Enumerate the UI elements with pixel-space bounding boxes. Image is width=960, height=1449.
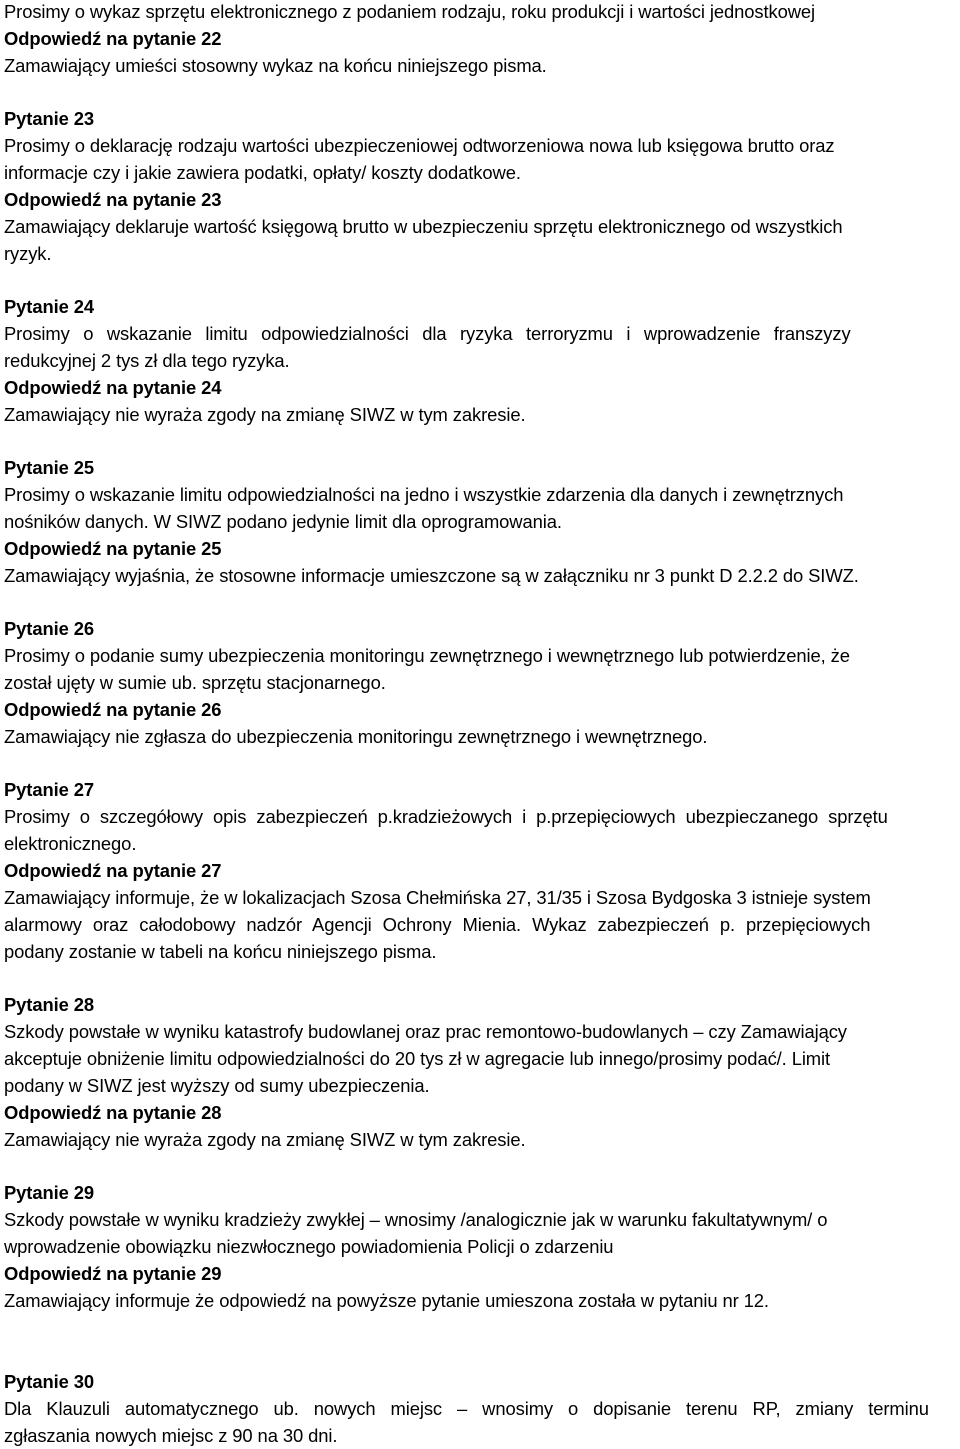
answer-23-heading: Odpowiedź na pytanie 23 xyxy=(4,189,222,210)
answer-24-heading: Odpowiedź na pytanie 24 xyxy=(4,377,222,398)
answer-27-heading: Odpowiedź na pytanie 27 xyxy=(4,860,222,881)
question-28-line: akceptuje obniżenie limitu odpowiedzialności do 20 tys zł w agregacie lub innego/prosimy podać/. Limit xyxy=(4,1048,831,1069)
question-30-heading: Pytanie 30 xyxy=(4,1371,94,1392)
intro-block xyxy=(4,0,956,79)
answer-22-text: Zamawiający umieści stosowny wykaz na końcu niniejszego pisma. xyxy=(4,55,547,76)
question-25-heading: Pytanie 25 xyxy=(4,457,94,478)
question-29-line: wprowadzenie obowiązku niezwłocznego powiadomienia Policji o zdarzeniu xyxy=(4,1236,614,1257)
question-26-heading: Pytanie 26 xyxy=(4,618,94,639)
question-block-29 xyxy=(4,1179,956,1314)
question-block-27 xyxy=(4,776,956,965)
question-25-line: nośników danych. W SIWZ podano jedynie limit dla oprogramowania. xyxy=(4,511,562,532)
question-23-line: Prosimy o deklarację rodzaju wartości ubezpieczeniowej odtworzeniowa nowa lub księgowa brutto oraz xyxy=(4,135,835,156)
answer-22-heading: Odpowiedź na pytanie 22 xyxy=(4,28,222,49)
question-27-line: elektronicznego. xyxy=(4,833,137,854)
answer-24-line: Zamawiający nie wyraża zgody na zmianę SIWZ w tym zakresie. xyxy=(4,404,526,425)
question-block-28 xyxy=(4,991,956,1153)
answer-27-line: Zamawiający informuje, że w lokalizacjach Szosa Chełmińska 27, 31/35 i Szosa Bydgoska 3 istnieje system xyxy=(4,887,871,908)
answer-28-line: Zamawiający nie wyraża zgody na zmianę SIWZ w tym zakresie. xyxy=(4,1129,526,1150)
question-block-30 xyxy=(4,1368,956,1449)
question-27-heading: Pytanie 27 xyxy=(4,779,94,800)
question-block-26 xyxy=(4,615,956,750)
answer-25-line: Zamawiający wyjaśnia, że stosowne informacje umieszczone są w załączniku nr 3 punkt D 2.2.2 do SIWZ. xyxy=(4,565,859,586)
question-block-23 xyxy=(4,105,956,267)
question-26-line: Prosimy o podanie sumy ubezpieczenia monitoringu zewnętrznego i wewnętrznego lub potwierdzenie, że xyxy=(4,645,850,666)
question-block-24 xyxy=(4,293,956,428)
question-30-line: zgłaszania nowych miejsc z 90 na 30 dni. xyxy=(4,1425,338,1446)
question-29-heading: Pytanie 29 xyxy=(4,1182,94,1203)
question-30-line: Dla Klauzuli automatycznego ub. nowych miejsc – wnosimy o dopisanie terenu RP, zmiany terminu xyxy=(4,1398,929,1419)
question-27-line: Prosimy o szczegółowy opis zabezpieczeń p.kradzieżowych i p.przepięciowych ubezpieczanego sprzętu xyxy=(4,806,888,827)
document-page xyxy=(4,0,956,1449)
answer-23-line: Zamawiający deklaruje wartość księgową brutto w ubezpieczeniu sprzętu elektronicznego od wszystkich xyxy=(4,216,843,237)
question-29-line: Szkody powstałe w wyniku kradzieży zwykłej – wnosimy /analogicznie jak w warunku fakultatywnym/ o xyxy=(4,1209,828,1230)
question-24-line: Prosimy o wskazanie limitu odpowiedzialności dla ryzyka terroryzmu i wprowadzenie franszyzy xyxy=(4,323,851,344)
question-24-heading: Pytanie 24 xyxy=(4,296,94,317)
question-28-line: Szkody powstałe w wyniku katastrofy budowlanej oraz prac remontowo-budowlanych – czy Zamawiający xyxy=(4,1021,847,1042)
question-28-heading: Pytanie 28 xyxy=(4,994,94,1015)
answer-28-heading: Odpowiedź na pytanie 28 xyxy=(4,1102,222,1123)
answer-23-line: ryzyk. xyxy=(4,243,52,264)
question-23-heading: Pytanie 23 xyxy=(4,108,94,129)
answer-25-heading: Odpowiedź na pytanie 25 xyxy=(4,538,222,559)
question-24-line: redukcyjnej 2 tys zł dla tego ryzyka. xyxy=(4,350,290,371)
answer-26-heading: Odpowiedź na pytanie 26 xyxy=(4,699,222,720)
answer-29-line: Zamawiający informuje że odpowiedź na powyższe pytanie umieszona została w pytaniu nr 12. xyxy=(4,1290,769,1311)
question-26-line: został ujęty w sumie ub. sprzętu stacjonarnego. xyxy=(4,672,386,693)
answer-27-line: podany zostanie w tabeli na końcu niniejszego pisma. xyxy=(4,941,437,962)
question-22-tail-text: Prosimy o wykaz sprzętu elektronicznego z podaniem rodzaju, roku produkcji i wartości jednostkowej xyxy=(4,1,815,22)
question-23-line: informacje czy i jakie zawiera podatki, opłaty/ koszty dodatkowe. xyxy=(4,162,521,183)
answer-27-line: alarmowy oraz całodobowy nadzór Agencji Ochrony Mienia. Wykaz zabezpieczeń p. przepięciowych xyxy=(4,914,871,935)
question-28-line: podany w SIWZ jest wyższy od sumy ubezpieczenia. xyxy=(4,1075,430,1096)
question-block-25 xyxy=(4,454,956,589)
answer-29-heading: Odpowiedź na pytanie 29 xyxy=(4,1263,222,1284)
question-25-line: Prosimy o wskazanie limitu odpowiedzialności na jedno i wszystkie zdarzenia dla danych i zewnętrznych xyxy=(4,484,844,505)
answer-26-line: Zamawiający nie zgłasza do ubezpieczenia monitoringu zewnętrznego i wewnętrznego. xyxy=(4,726,708,747)
